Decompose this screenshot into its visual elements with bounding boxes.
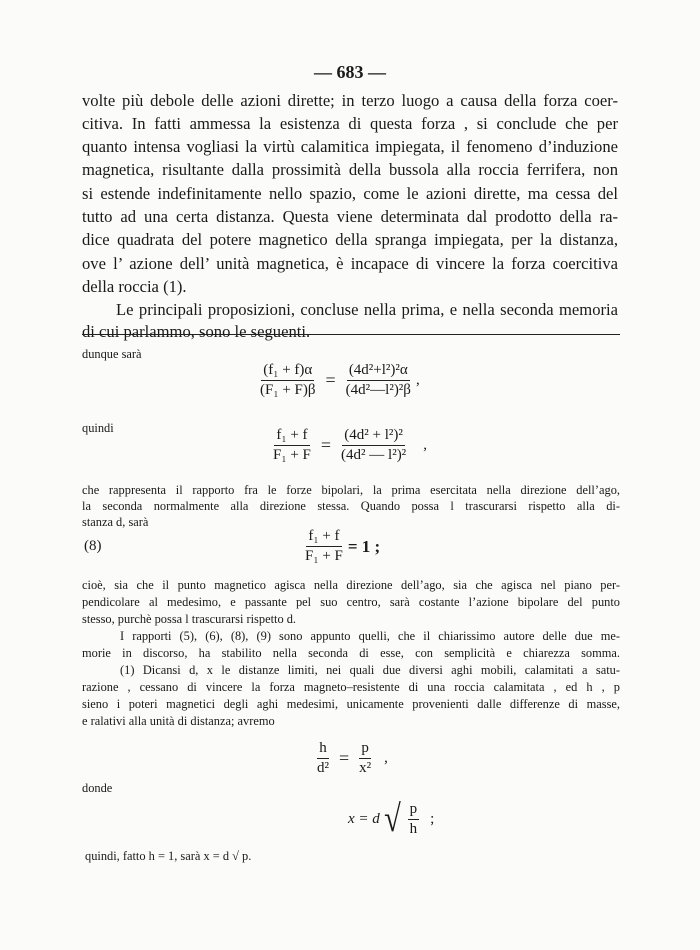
radical-sign: √ xyxy=(383,798,401,840)
equals: = xyxy=(325,370,336,390)
denominator: (4d²—l²)²β xyxy=(345,382,411,398)
denominator: x² xyxy=(359,760,372,776)
text-line: sieno i poteri magnetici degli aghi medesimi, unicamente provenienti dalle differenze di masse, xyxy=(82,697,620,711)
text-line: I rapporti (5), (6), (8), (9) sono appunto quelli, che il chiarissimo autore delle due me- xyxy=(120,629,620,643)
rhs: = 1 ; xyxy=(347,536,381,556)
text-line: che rappresenta il rapporto fra le forze bipolari, la prima esercitata nella direzione dell’ago, xyxy=(82,483,620,497)
text-line: stesso, purchè possa l trascurarsi rispetto d. xyxy=(82,612,297,626)
equals: = xyxy=(339,748,350,768)
numerator: f₁ + f xyxy=(274,427,309,446)
text-line: volte più debole delle azioni dirette; in terzo luogo a causa della forza coer- xyxy=(82,91,618,110)
lhs: x = d xyxy=(348,810,380,827)
numerator: (4d²+l²)²α xyxy=(347,362,410,381)
text-line: pendicolare al medesimo, e passante pel suo centro, sarà costante l’azione bipolare del punto xyxy=(82,595,620,609)
text-line: tutto ad una certa distanza. Questa viene determinata dal prodotto della ra- xyxy=(82,207,618,226)
numerator: (4d² + l²)² xyxy=(342,427,405,446)
equation-1 xyxy=(255,362,420,399)
equation-h-p xyxy=(312,740,388,777)
text-line: donde xyxy=(82,781,113,795)
page-number: — 683 — xyxy=(314,62,386,82)
denominator: F₁ + F xyxy=(305,548,343,564)
text-line: quanto intensa vogliasi la virtù calamitica impiegata, il fenomeno d’induzione xyxy=(82,137,618,156)
equals: = xyxy=(320,435,332,455)
text-line: la seconda normalmente alla direzione stessa. Quando possa l trascurarsi rispetto alla di- xyxy=(82,499,620,513)
denominator: h xyxy=(409,820,418,837)
denominator: d² xyxy=(317,760,329,776)
numerator: p xyxy=(408,801,420,820)
text-line: magnetica, risultante dalla prossimità della bussola alla roccia ferrifera, non xyxy=(82,160,618,179)
equation-x xyxy=(348,797,434,841)
denominator: (F₁ + F)β xyxy=(260,382,316,398)
text-line: cioè, sia che il punto magnetico agisca nella direzione dell’ago, sia che agisca nel piano per- xyxy=(82,578,620,592)
denominator: F₁ + F xyxy=(273,447,311,463)
numerator: f₁ + f xyxy=(306,528,341,547)
numerator: p xyxy=(359,740,371,759)
text-line: razione , cessano di vincere la forza magneto–resistente di una roccia calamitata , ed h , p xyxy=(82,680,620,694)
text-line: Le principali proposizioni, concluse nella prima, e nella seconda memoria xyxy=(116,300,618,319)
text-line: di cui parlammo, sono le seguenti. xyxy=(82,322,311,341)
text-line: quindi, fatto h = 1, sarà x = d √ p. xyxy=(85,849,252,863)
text-line: della roccia (1). xyxy=(82,277,187,296)
comma: , xyxy=(423,437,427,453)
text-line: e ralativi alla unità di distanza; avremo xyxy=(82,714,275,728)
footnote-rule xyxy=(82,334,620,335)
semicolon: ; xyxy=(430,810,435,827)
comma: , xyxy=(415,372,420,388)
text-line: stanza d, sarà xyxy=(82,515,149,529)
equation-number: (8) xyxy=(84,538,102,554)
text-line: citiva. In fatti ammessa la esistenza di questa forza , si conclude che per xyxy=(82,114,618,133)
denominator: (4d² — l²)² xyxy=(341,447,407,463)
equation-2 xyxy=(268,427,427,464)
text-line: (1) Dicansi d, x le distanze limiti, nei quali due diversi aghi mobili, calamitati a satu- xyxy=(120,663,620,677)
text-line: dunque sarà xyxy=(82,347,142,361)
text-line: morie in discorso, ha stabilito nella seconda di esse, con semplicità e chiarezza somma. xyxy=(82,646,620,660)
equation-8 xyxy=(300,528,380,565)
text-line: quindi xyxy=(82,421,114,435)
numerator: (f₁ + f)α xyxy=(261,362,314,381)
text-line: ove l’ azione dell’ unità magnetica, è incapace di vincere la forza coercitiva xyxy=(82,254,618,273)
numerator: h xyxy=(317,740,329,759)
text-line: si estende indefinitamente nello spazio, come le azioni dirette, ma cessa del xyxy=(82,184,618,203)
comma: , xyxy=(384,750,388,766)
text-line: dice quadrata del potere magnetico della spranga impiegata, per la distanza, xyxy=(82,230,618,249)
